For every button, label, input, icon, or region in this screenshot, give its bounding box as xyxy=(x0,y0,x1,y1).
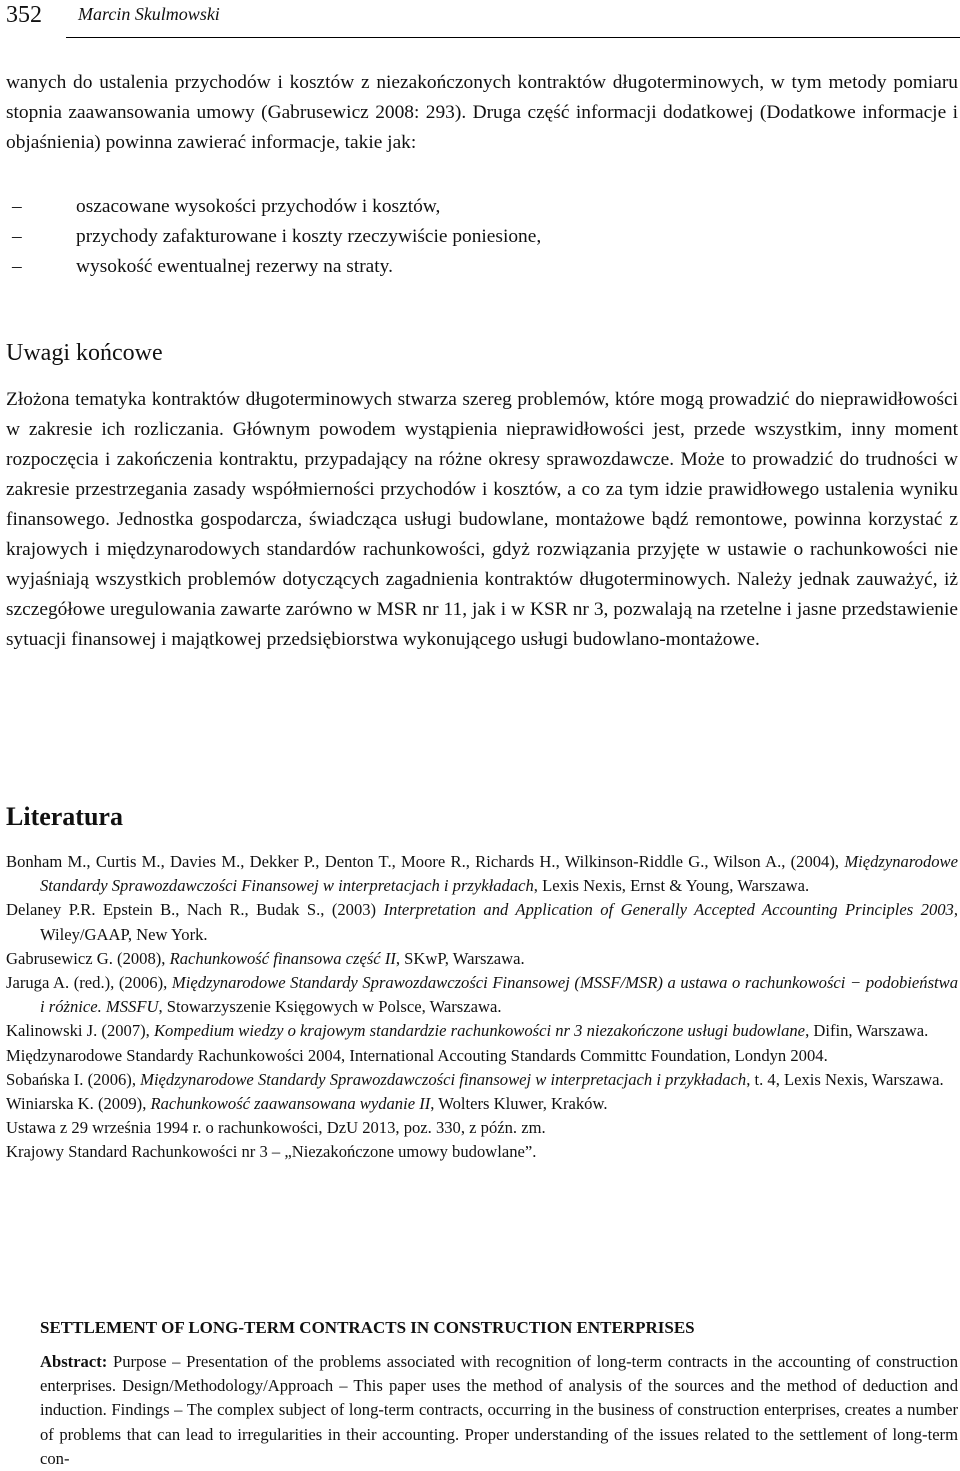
info-list xyxy=(6,192,958,282)
abstract-paragraph xyxy=(40,1350,958,1471)
conclusions-paragraph: Złożona tematyka kontraktów długoterminowych stwarza szereg problemów, które mogą prowadzić do nieprawidłowości w zakresie ich rozliczania. Głównym powodem wystąpienia nieprawidłowości jest, przede wszystkim, inny moment rozpoczęcia i zakończenia kontraktu, przypadający na różne okresy sprawozdawcze. Może to prowadzić do trudności w zakresie przestrzegania zasady współmierności przychodów i kosztów, a co za tym idzie prawidłowego ustalenia wyniku finansowego. Jednostka gospodarcza, świadcząca usługi budowlane, montażowe bądź remontowe, powinna korzystać z krajowych i międzynarodowych standardów rachunkowości, gdyż rozwiązania przyjęte w ustawie o rachunkowości nie wyjaśniają wszystkich problemów dotyczących zagadnienia kontraktów długoterminowych. Należy jednak zauważyć, iż szczegółowe uregulowania zawarte zarówno w MSR nr 11, jak i w KSR nr 3, pozwalają na rzetelne i jasne przedstawienie sytuacji finansowej i majątkowej przedsiębiorstwa wykonującego usługi budowlano-montażowe. xyxy=(6,389,958,650)
page-number: 352 xyxy=(6,2,42,28)
dash-marker: – xyxy=(12,256,22,277)
dash-marker: – xyxy=(12,226,22,247)
abstract-label: Abstract: xyxy=(40,1352,108,1371)
reference-item: Delaney P.R. Epstein B., Nach R., Budak S., (2003) Interpretation and Application of Generally Accepted Accounting Principles 2003, Wiley/GAAP, New York. xyxy=(6,900,959,944)
list-item xyxy=(6,222,958,252)
list-item xyxy=(6,192,958,222)
english-title: SETTLEMENT OF LONG-TERM CONTRACTS IN CONSTRUCTION ENTERPRISES xyxy=(40,1318,695,1337)
reference-item: Ustawa z 29 września 1994 r. o rachunkowości, DzU 2013, poz. 330, z późn. zm. xyxy=(6,1118,546,1138)
reference-list xyxy=(6,850,958,1165)
reference-item: Jaruga A. (red.), (2006), Międzynarodowe Standardy Sprawozdawczości Finansowej (MSSF/MSR) a ustawa o rachunkowości − podobieństwa i różnice. MSSFU, Stowarzyszenie Księgowych w Polsce, Warszawa. xyxy=(6,973,959,1017)
list-item-text: oszacowane wysokości przychodów i kosztów, xyxy=(76,196,441,217)
list-item-text: przychody zafakturowane i koszty rzeczywiście poniesione, xyxy=(76,226,542,247)
conclusions-heading: Uwagi końcowe xyxy=(6,340,163,366)
reference-item: Gabrusewicz G. (2008), Rachunkowość finansowa część II, SKwP, Warszawa. xyxy=(6,948,525,968)
reference-item: Sobańska I. (2006), Międzynarodowe Standardy Sprawozdawczości finansowej w interpretacjach i przykładach, t. 4, Lexis Nexis, Warszawa. xyxy=(6,1069,944,1089)
reference-item: Bonham M., Curtis M., Davies M., Dekker P., Denton T., Moore R., Richards H., Wilkinson-Riddle G., Wilson A., (2004), Międzynarodowe Standardy Sprawozdawczości Finansowej w interpretacjach i przykładach, Lexis Nexis, Ernst & Young, Warszawa. xyxy=(6,852,958,896)
reference-item: Krajowy Standard Rachunkowości nr 3 – „Niezakończone umowy budowlane”. xyxy=(6,1142,537,1162)
running-author: Marcin Skulmowski xyxy=(78,4,220,24)
reference-item: Międzynarodowe Standardy Rachunkowości 2004, International Accouting Standards Committc Foundation, Londyn 2004. xyxy=(6,1045,828,1065)
reference-item: Kalinowski J. (2007), Kompedium wiedzy o krajowym standardzie rachunkowości nr 3 niezakończone usługi budowlane, Difin, Warszawa. xyxy=(6,1021,929,1041)
list-item-text: wysokość ewentualnej rezerwy na straty. xyxy=(76,256,393,277)
header-rule xyxy=(66,37,960,38)
abstract-text: Purpose – Presentation of the problems associated with recognition of long-term contracts in the accounting of construction enterprises. Design/Methodology/Approach – This paper uses the method of analysis of the sources and the method of deduction and induction. Findings – The complex subject of long-term contracts, occurring in the business of construction enterprises, creates a number of problems that can lead to irregularities in their accounting. Proper understanding of the issues related to the settlement of long-term con- xyxy=(40,1352,958,1468)
intro-paragraph: wanych do ustalenia przychodów i kosztów z niezakończonych kontraktów długoterminowych, w tym metody pomiaru stopnia zaawansowania umowy (Gabrusewicz 2008: 293). Druga część informacji dodatkowej (Dodatkowe informacje i objaśnienia) powinna zawierać informacje, takie jak: xyxy=(6,72,958,153)
page-header xyxy=(0,0,960,40)
list-item xyxy=(6,252,958,282)
reference-item: Winiarska K. (2009), Rachunkowość zaawansowana wydanie II, Wolters Kluwer, Kraków. xyxy=(6,1094,608,1114)
dash-marker: – xyxy=(12,196,22,217)
literature-heading: Literatura xyxy=(6,802,123,831)
